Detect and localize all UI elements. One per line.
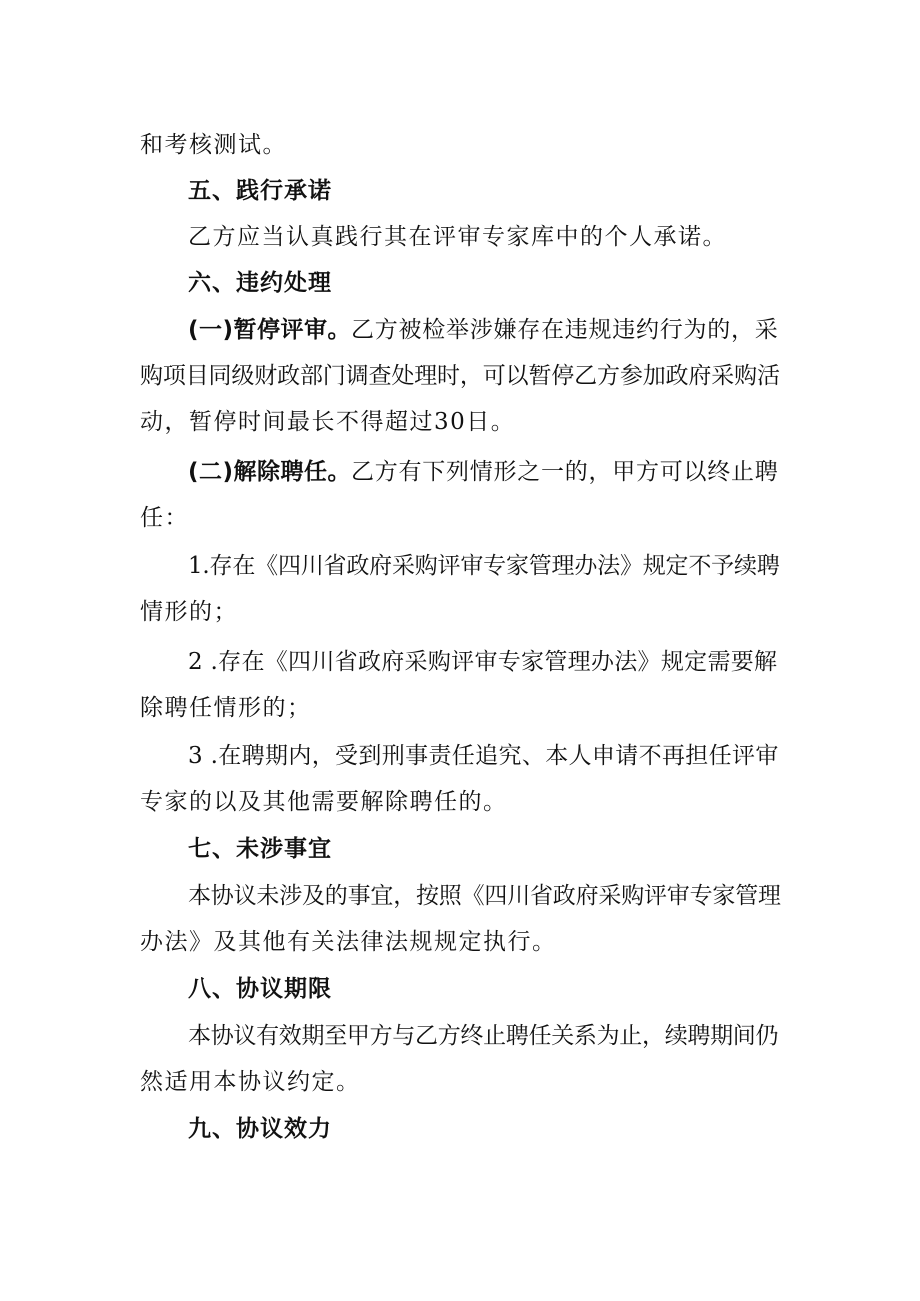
section-5-paragraph: 乙方应当认真践行其在评审专家库中的个人承诺。: [188, 224, 727, 250]
section-heading-9: 九、协议效力: [188, 1116, 332, 1142]
section-heading-6: 六、违约处理: [188, 270, 332, 296]
subsection-2-text: 乙方有下列情形之一的，甲方可以终止聘: [351, 459, 779, 485]
continuation-line: 和考核测试。: [140, 132, 287, 158]
item-3-line-2: 专家的以及其他需要解除聘任的。: [140, 789, 508, 815]
subsection-1-text: 乙方被检举涉嫌存在违规违约行为的，采: [351, 317, 779, 343]
subsection-1-line-1: [188, 315, 779, 345]
item-1-line-1: 1.存在《四川省政府采购评审专家管理办法》规定不予续聘: [188, 553, 780, 579]
subsection-1-label: (一)暂停评审。: [188, 317, 352, 343]
item-1-line-2: 情形的；: [140, 599, 238, 625]
subsection-1-line-3: 动，暂停时间最长不得超过30日。: [140, 409, 516, 435]
section-heading-7: 七、未涉事宜: [188, 836, 332, 862]
subsection-1-line-2: 购项目同级财政部门调查处理时，可以暂停乙方参加政府采购活: [140, 363, 780, 389]
subsection-2-line-2: 任：: [140, 505, 189, 531]
item-3-line-1: 3 .在聘期内，受到刑事责任追究、本人申请不再担任评审: [188, 743, 779, 769]
subsection-2-line-1: [188, 457, 779, 487]
subsection-2-label: (二)解除聘任。: [188, 459, 352, 485]
section-7-line-1: 本协议未涉及的事宜，按照《四川省政府采购评审专家管理: [188, 883, 781, 909]
section-8-line-2: 然适用本协议约定。: [140, 1069, 361, 1095]
item-2-line-1: 2 .存在《四川省政府采购评审专家管理办法》规定需要解: [188, 649, 778, 675]
section-7-line-2: 办法》及其他有关法律法规规定执行。: [140, 929, 557, 955]
section-heading-5: 五、践行承诺: [188, 178, 332, 204]
section-8-line-1: 本协议有效期至甲方与乙方终止聘任关系为止，续聘期间仍: [188, 1023, 779, 1049]
section-heading-8: 八、协议期限: [188, 976, 332, 1002]
item-2-line-2: 除聘任情形的；: [140, 695, 312, 721]
